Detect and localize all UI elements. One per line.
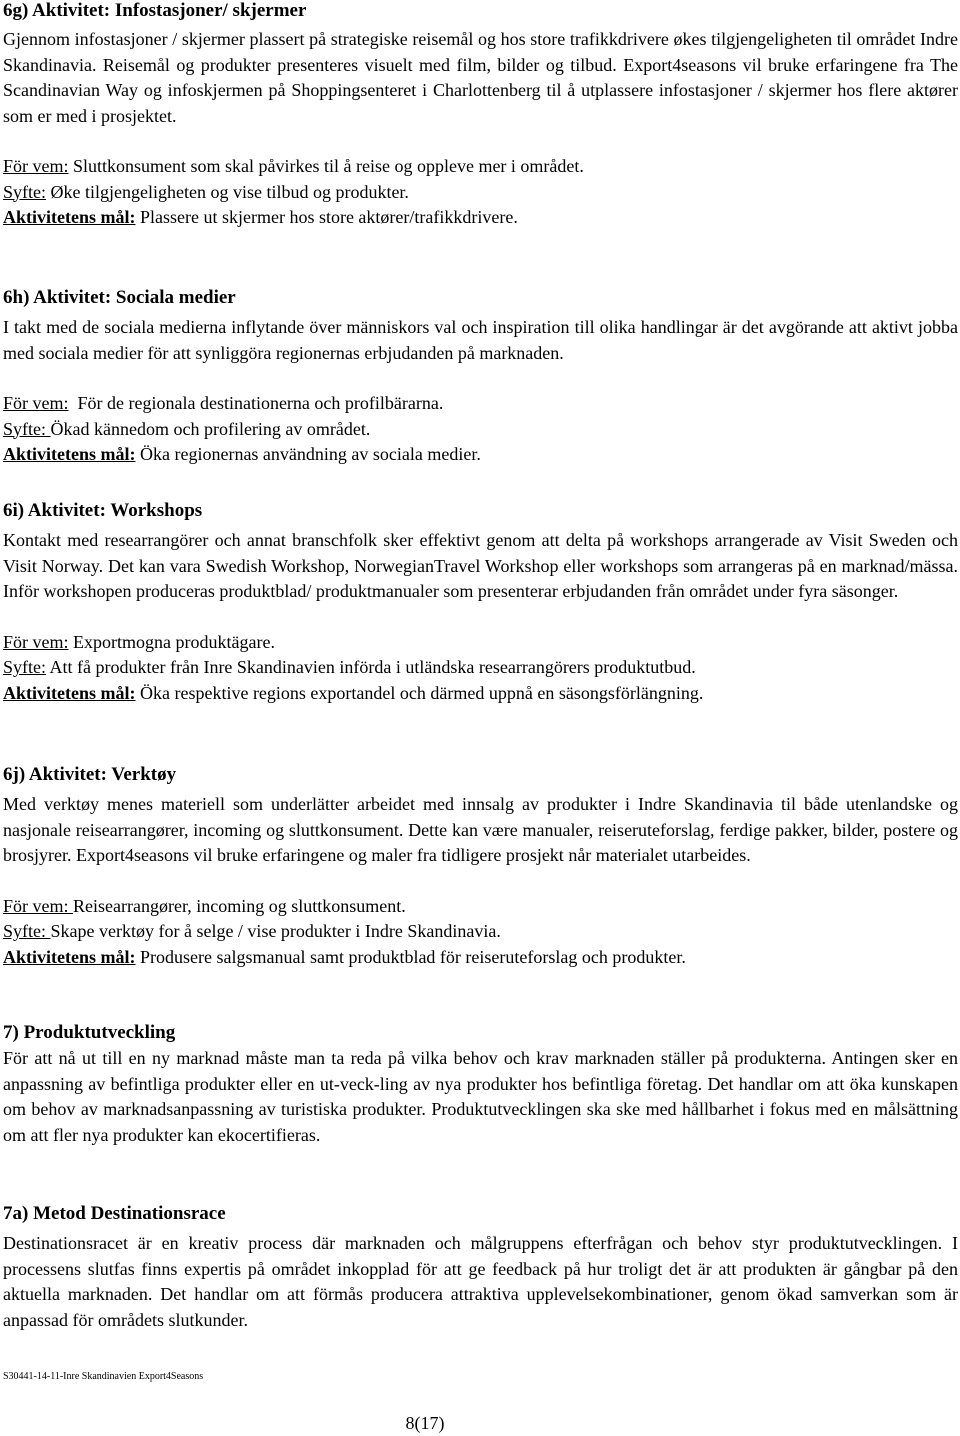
goal-line <box>3 442 958 468</box>
section-body: I takt med de sociala medierna inflytande över människors val och inspiration till olika handlingar är det avgörande att aktivt jobba med sociala medier för att synliggöra regionernas erbjudanden på marknaden. <box>3 317 958 363</box>
section-body: Med verktøy menes materiell som underlätter arbeidet med innsalg av produkter i Indre Skandinavia til både utenlandske og nasjonale reisearrangører, incoming og sluttkonsument. Dette kan være manualer, reiseruteforslag, ferdige pakker, bilder, postere og brosjyrer. Export4seasons vil bruke erfaringene og maler fra tidligere prosjekt når materialet utarbeides. <box>3 794 958 865</box>
target-group-text: Exportmogna produktägare. <box>68 631 275 652</box>
section-heading: 6g) Aktivitet: Infostasjoner/ skjermer <box>3 0 307 21</box>
purpose-line <box>3 919 958 945</box>
section-body: För att nå ut till en ny marknad måste man ta reda på vilka behov och krav marknaden ställer på produkterna. Antingen sker en anpassning av befintliga produkter eller en ut-veck-ling av nya produkter hos befintliga företag. Det handlar om att öka kunskapen om behov av marknadsanpassning av turistiska produkter. Produktutvecklingen ska ske med hållbarhet i fokus med en målsättning om att fler nya produkter kan ekocertifieras. <box>3 1048 958 1145</box>
section-6j <box>3 764 958 970</box>
target-group-line <box>3 391 958 417</box>
purpose-text: Ökad kännedom och profilering av området. <box>50 418 371 439</box>
section-heading: 7) Produktutveckling <box>3 1022 176 1043</box>
section-7 <box>3 1022 958 1148</box>
target-group-label: För vem: <box>3 156 69 176</box>
purpose-line <box>3 417 958 443</box>
goal-label: Aktivitetens mål: <box>3 444 136 464</box>
purpose-text: Skape verktøy for å selge / vise produkter i Indre Skandinavia. <box>50 921 501 941</box>
page-number: 8(17) <box>405 1413 445 1433</box>
target-group-text: Sluttkonsument som skal påvirkes til å reise og oppleve mer i området. <box>68 156 584 176</box>
section-body: Gjennom infostasjoner / skjermer plassert på strategiske reisemål og hos store trafikkdrivere økes tilgjengeligheten til området Indre Skandinavia. Reisemål og produkter presenteres visuelt med film, bilder og tilbud. Export4seasons vil bruke erfaringene fra The Scandinavian Way og infoskjermen på Shoppingsenteret i Charlottenberg til å utplassere infostasjoner / skjermer hos flere aktører som er med i prosjektet. <box>3 29 958 126</box>
target-group-text: Reisearrangører, incoming og sluttkonsument. <box>73 895 406 916</box>
target-group-line <box>3 894 958 920</box>
purpose-text: Øke tilgjengeligheten og vise tilbud og produkter. <box>46 181 409 202</box>
target-group-label: För vem: <box>3 393 69 413</box>
section-heading: 6i) Aktivitet: Workshops <box>3 500 203 521</box>
target-group-label: För vem: <box>3 631 69 652</box>
section-7a <box>3 1203 958 1333</box>
target-group-label: För vem: <box>3 895 73 916</box>
purpose-line <box>3 180 958 206</box>
purpose-label: Syfte: <box>3 181 46 202</box>
goal-label: Aktivitetens mål: <box>3 207 136 227</box>
target-group-line <box>3 630 958 656</box>
goal-line <box>3 945 958 971</box>
section-body: Kontakt med researrangörer och annat branschfolk sker effektivt genom att delta på workshops arrangerade av Visit Sweden och Visit Norway. Det kan vara Swedish Workshop, NorwegianTravel Workshop eller workshops som arrangeras på en marknad/mässa. Inför workshopen produceras produktblad/ produktmanualer som presenterar erbjudanden från området under fyra säsonger. <box>3 530 958 601</box>
goal-line <box>3 681 958 707</box>
goal-text: Plassere ut skjermer hos store aktører/trafikkdrivere. <box>135 207 518 227</box>
section-6g <box>3 0 958 231</box>
target-group-text: För de regionala destinationerna och profilbärarna. <box>68 393 444 413</box>
section-body: Destinationsracet är en kreativ process där marknaden och målgruppens efterfrågan och behov styr produktutvecklingen. I processens slutfas finns expertis på området inkopplad för att ge feedback på hur troligt det är att produkten är gångbar på den aktuella marknaden. Det handlar om att förmås producera attraktiva upplevelsekombinationer, genom ökad samverkan som är anpassad för områdets slutkunder. <box>3 1233 958 1330</box>
section-heading: 6h) Aktivitet: Sociala medier <box>3 287 236 308</box>
goal-line <box>3 205 958 231</box>
section-6i <box>3 500 958 706</box>
target-group-line <box>3 154 958 180</box>
goal-label: Aktivitetens mål: <box>3 946 136 967</box>
purpose-line <box>3 655 958 681</box>
purpose-label: Syfte: <box>3 657 46 677</box>
purpose-label: Syfte: <box>3 921 51 941</box>
footer-document-code: S30441-14-11-Inre Skandinavien Export4Seasons <box>3 1371 204 1382</box>
purpose-label: Syfte: <box>3 418 51 439</box>
goal-text: Produsere salgsmanual samt produktblad för reiseruteforslag och produkter. <box>135 946 686 967</box>
section-6h <box>3 287 958 468</box>
purpose-text: Att få produkter från Inre Skandinavien införda i utländska researrangörers produktutbud. <box>46 657 696 677</box>
section-heading: 7a) Metod Destinationsrace <box>3 1203 226 1224</box>
goal-label: Aktivitetens mål: <box>3 682 136 703</box>
goal-text: Öka regionernas användning av sociala medier. <box>135 444 481 464</box>
section-heading: 6j) Aktivitet: Verktøy <box>3 764 177 785</box>
goal-text: Öka respektive regions exportandel och därmed uppnå en säsongsförlängning. <box>135 682 704 703</box>
